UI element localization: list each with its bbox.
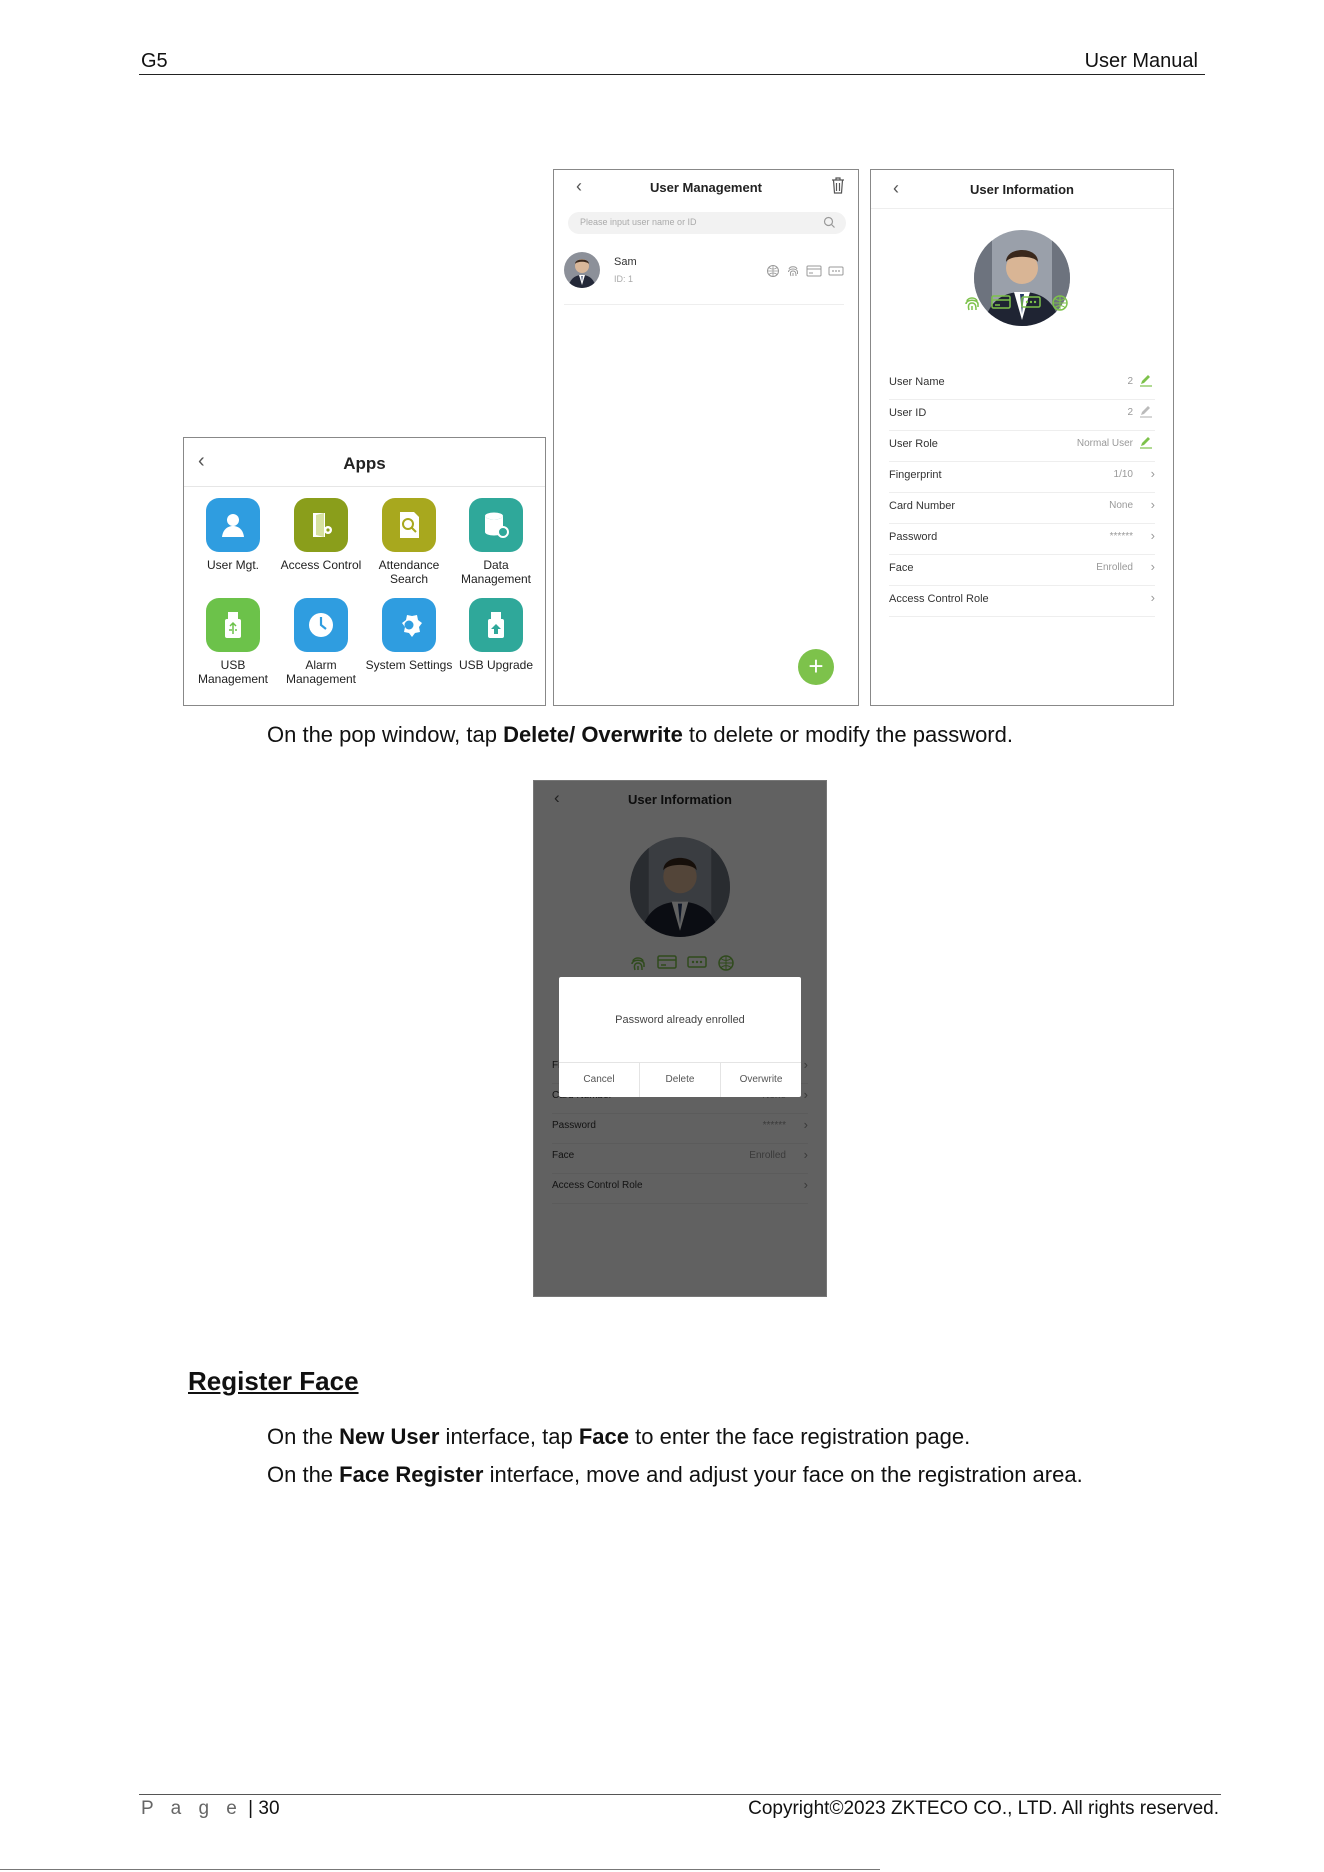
caption-delete-overwrite bbox=[267, 722, 1013, 748]
info-value: 2 bbox=[1127, 376, 1133, 387]
doc-header-title: User Manual bbox=[1084, 50, 1198, 72]
app-label: USB Management bbox=[197, 658, 269, 686]
info-label: User Name bbox=[889, 376, 945, 388]
clock-icon bbox=[294, 598, 348, 652]
app-alarm-management[interactable] bbox=[277, 598, 365, 686]
info-label: Fingerprint bbox=[889, 469, 942, 481]
caption-bold: Delete/ Overwrite bbox=[503, 722, 683, 747]
copyright: Copyright©2023 ZKTECO CO., LTD. All rights reserved. bbox=[748, 1798, 1219, 1819]
para-bold: Face Register bbox=[339, 1462, 484, 1487]
para-text: interface, move and adjust your face on the registration area. bbox=[483, 1462, 1083, 1487]
info-label: User ID bbox=[889, 407, 927, 419]
register-face-step-2 bbox=[267, 1462, 1083, 1488]
usb-icon bbox=[206, 598, 260, 652]
cancel-button[interactable]: Cancel bbox=[559, 1063, 640, 1097]
chevron-right-icon: › bbox=[1150, 559, 1155, 574]
page-num: | 30 bbox=[248, 1798, 280, 1819]
user-information-title: User Information bbox=[969, 182, 1074, 197]
user-icon bbox=[206, 498, 260, 552]
back-icon[interactable]: ‹ bbox=[198, 450, 205, 472]
para-bold: New User bbox=[339, 1424, 440, 1449]
para-bold: Face bbox=[578, 1424, 630, 1449]
app-label: Access Control bbox=[280, 558, 362, 572]
user-management-title: User Management bbox=[650, 180, 762, 195]
database-icon bbox=[469, 498, 523, 552]
info-label: Face bbox=[889, 562, 914, 574]
register-face-step-1 bbox=[267, 1424, 970, 1450]
para-text: interface, tap bbox=[439, 1424, 579, 1449]
title-divider bbox=[871, 208, 1173, 209]
credential-icons bbox=[766, 264, 844, 283]
info-value: 1/10 bbox=[1113, 469, 1133, 480]
user-information-screen bbox=[870, 169, 1174, 706]
para-text: On the bbox=[267, 1462, 340, 1487]
caption-text: On the pop window, tap bbox=[267, 722, 504, 747]
trash-icon[interactable] bbox=[830, 176, 846, 199]
app-attendance-search[interactable] bbox=[365, 498, 453, 586]
password-icon bbox=[1021, 294, 1041, 317]
user-list-item[interactable] bbox=[564, 250, 844, 305]
card-icon bbox=[806, 264, 822, 283]
back-icon[interactable]: ‹ bbox=[893, 178, 899, 198]
info-label: Password bbox=[889, 531, 938, 543]
chevron-right-icon: › bbox=[1150, 528, 1155, 543]
fingerprint-icon bbox=[963, 294, 981, 317]
info-label: Access Control Role bbox=[889, 593, 989, 605]
footer-rule bbox=[139, 1794, 1221, 1795]
page-number bbox=[141, 1798, 280, 1820]
section-title: Register Face bbox=[188, 1366, 359, 1396]
info-value: None bbox=[1109, 500, 1133, 511]
info-label: User Role bbox=[889, 438, 938, 450]
doc-header-model: G5 bbox=[141, 50, 168, 72]
edit-icon[interactable] bbox=[1139, 373, 1153, 392]
search-icon[interactable] bbox=[823, 216, 836, 234]
info-value: 2 bbox=[1127, 407, 1133, 418]
gear-icon bbox=[382, 598, 436, 652]
app-access-control[interactable] bbox=[277, 498, 365, 572]
apps-title: Apps bbox=[343, 454, 386, 473]
header-rule bbox=[139, 74, 1205, 75]
info-value: Normal User bbox=[1076, 438, 1133, 449]
app-label: User Mgt. bbox=[206, 558, 259, 572]
app-label: USB Upgrade bbox=[458, 658, 534, 672]
password-dialog bbox=[559, 977, 801, 1097]
apps-screen bbox=[183, 437, 546, 706]
para-text: On the bbox=[267, 1424, 340, 1449]
edit-icon[interactable] bbox=[1139, 435, 1153, 454]
user-name: Sam bbox=[614, 256, 637, 268]
app-data-management[interactable] bbox=[452, 498, 540, 586]
app-user-mgt[interactable] bbox=[189, 498, 277, 572]
page-label: P a g e bbox=[141, 1798, 243, 1819]
search-placeholder: Please input user name or ID bbox=[580, 217, 697, 227]
avatar bbox=[564, 252, 600, 288]
apps-divider bbox=[184, 486, 545, 487]
chevron-right-icon: › bbox=[1150, 590, 1155, 605]
info-row-access-control-role[interactable] bbox=[889, 579, 1155, 617]
chevron-right-icon: › bbox=[1150, 466, 1155, 481]
fingerprint-icon bbox=[786, 264, 800, 283]
password-popup-screen bbox=[533, 780, 827, 1297]
door-icon bbox=[294, 498, 348, 552]
usb-upgrade-icon bbox=[469, 598, 523, 652]
info-value: ****** bbox=[1109, 531, 1133, 542]
face-icon bbox=[1051, 294, 1069, 317]
delete-button[interactable]: Delete bbox=[640, 1063, 721, 1097]
info-value: Enrolled bbox=[1096, 562, 1133, 573]
overwrite-button[interactable]: Overwrite bbox=[739, 1074, 783, 1085]
back-icon[interactable]: ‹ bbox=[576, 176, 582, 196]
app-label: Data Management bbox=[460, 558, 532, 586]
app-system-settings[interactable] bbox=[365, 598, 453, 672]
info-label: Card Number bbox=[889, 500, 956, 512]
chevron-right-icon: › bbox=[1150, 497, 1155, 512]
card-icon bbox=[991, 294, 1011, 317]
app-usb-management[interactable] bbox=[189, 598, 277, 686]
para-text: to enter the face registration page. bbox=[629, 1424, 971, 1449]
user-management-screen bbox=[553, 169, 859, 706]
app-label: System Settings bbox=[365, 658, 453, 672]
app-usb-upgrade[interactable] bbox=[452, 598, 540, 672]
app-label: Attendance Search bbox=[378, 558, 440, 586]
credential-status-icons bbox=[963, 294, 1069, 317]
dialog-message: Password already enrolled bbox=[615, 1014, 745, 1026]
password-icon bbox=[828, 264, 844, 283]
search-input[interactable] bbox=[568, 212, 846, 234]
face-icon bbox=[766, 264, 780, 283]
search-doc-icon bbox=[382, 498, 436, 552]
app-label: Alarm Management bbox=[285, 658, 357, 686]
caption-text: to delete or modify the password. bbox=[682, 722, 1013, 747]
edit-icon bbox=[1139, 404, 1153, 423]
dialog-buttons bbox=[559, 1062, 801, 1097]
bottom-rule bbox=[0, 1869, 880, 1870]
user-id: ID: 1 bbox=[614, 274, 634, 284]
add-user-button[interactable]: + bbox=[798, 649, 834, 685]
